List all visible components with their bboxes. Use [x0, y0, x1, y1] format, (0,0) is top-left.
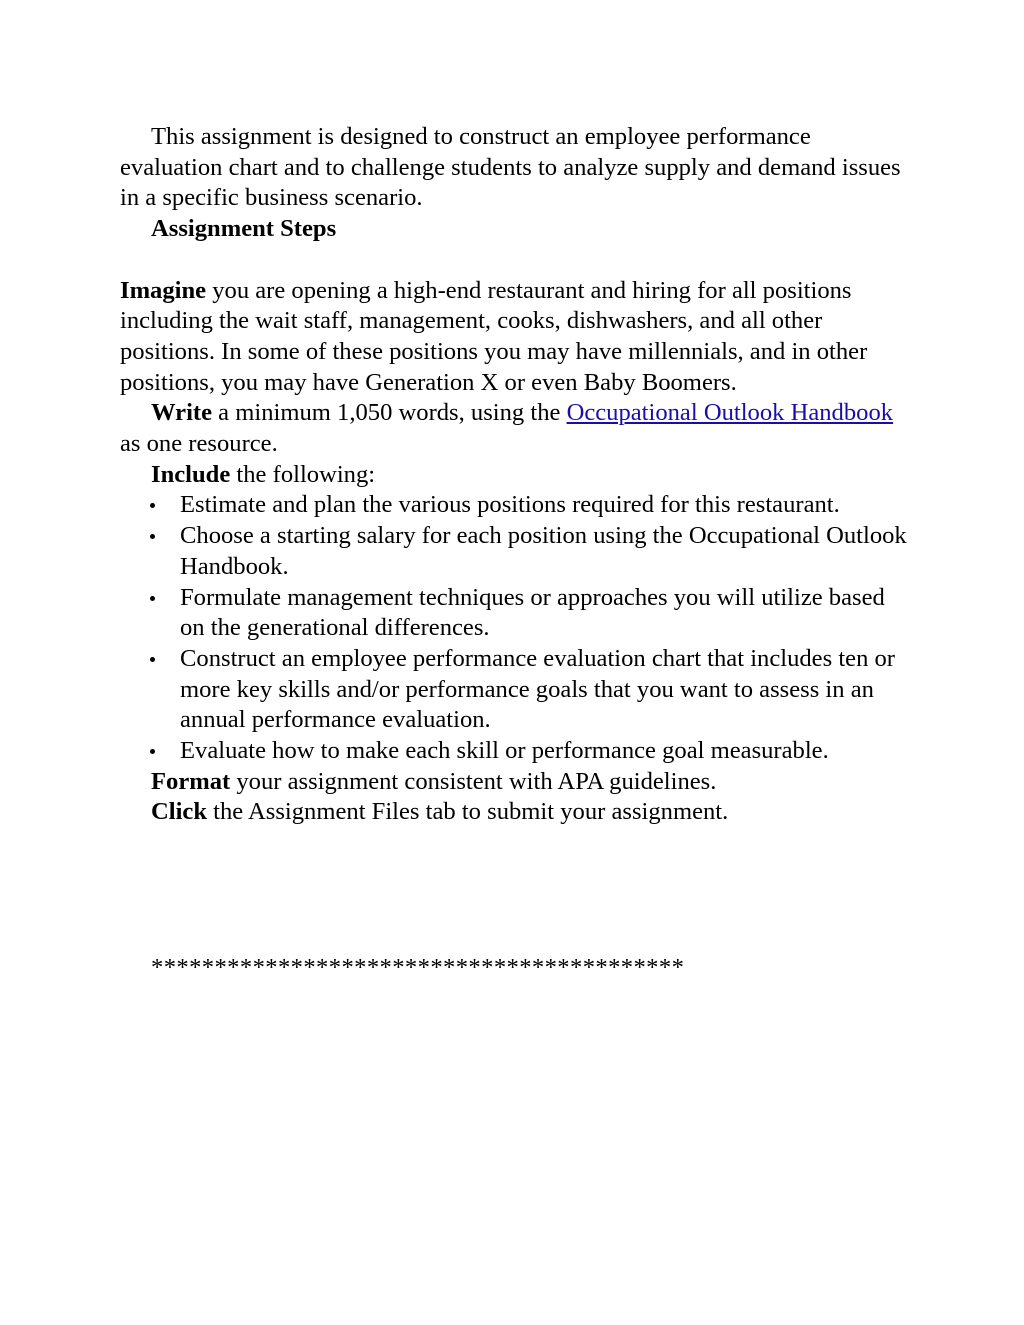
- steps-heading: [120, 214, 910, 245]
- click-paragraph: [120, 797, 910, 828]
- intro-paragraph: This assignment is designed to construct an employee performance evaluation chart and to challenge students to analyze supply and demand issues in a specific business scenario.: [120, 123, 901, 212]
- list-item: [180, 736, 910, 767]
- format-text: your assignment consistent with APA guidelines.: [230, 767, 717, 795]
- format-lead: Format: [151, 767, 231, 795]
- requirements-list: [120, 490, 910, 766]
- click-text: the Assignment Files tab to submit your assignment.: [207, 798, 729, 826]
- occupational-outlook-handbook-link[interactable]: Occupational Outlook Handbook: [566, 399, 894, 427]
- list-item: [180, 490, 910, 521]
- format-paragraph: [120, 767, 910, 798]
- write-text-before: a minimum 1,050 words, using the: [212, 399, 567, 427]
- steps-heading-text: Assignment Steps: [151, 215, 337, 243]
- imagine-text: you are opening a high-end restaurant and hiring for all positions including the wait staff, management, cooks, dishwashers, and all other positions. In some of these positions you may have millennials, and in other positions, you may have Generation X or even Baby Boomers.: [120, 276, 868, 396]
- bullet-icon: [150, 596, 155, 601]
- bullet-icon: [150, 503, 155, 508]
- write-paragraph: [120, 398, 910, 459]
- bullet-icon: [150, 749, 155, 754]
- list-item: [180, 644, 910, 736]
- imagine-lead: Imagine: [120, 276, 207, 304]
- spacer: [120, 245, 910, 276]
- bullet-icon: [150, 657, 155, 662]
- include-paragraph: [120, 460, 910, 491]
- write-text-after: as one resource.: [120, 430, 278, 458]
- list-item-text: Choose a starting salary for each position using the Occupational Outlook Handbook.: [180, 522, 907, 580]
- include-text: the following:: [230, 460, 376, 488]
- list-item-text: Formulate management techniques or approaches you will utilize based on the generational differences.: [180, 583, 885, 642]
- list-item-text: Construct an employee performance evaluation chart that includes ten or more key skills and/or performance goals that you want to assess in an annual performance evaluation.: [180, 644, 895, 734]
- list-item-text: Estimate and plan the various positions required for this restaurant.: [180, 491, 840, 519]
- list-item-text: Evaluate how to make each skill or performance goal measurable.: [180, 737, 829, 765]
- list-item: [180, 521, 910, 582]
- separator-line: ******************************************: [151, 954, 685, 981]
- imagine-paragraph: [120, 276, 910, 399]
- include-lead: Include: [151, 460, 231, 488]
- bullet-icon: [150, 534, 155, 539]
- click-lead: Click: [151, 798, 208, 826]
- list-item: [180, 583, 910, 644]
- write-lead: Write: [151, 399, 213, 427]
- document-body: [120, 122, 910, 828]
